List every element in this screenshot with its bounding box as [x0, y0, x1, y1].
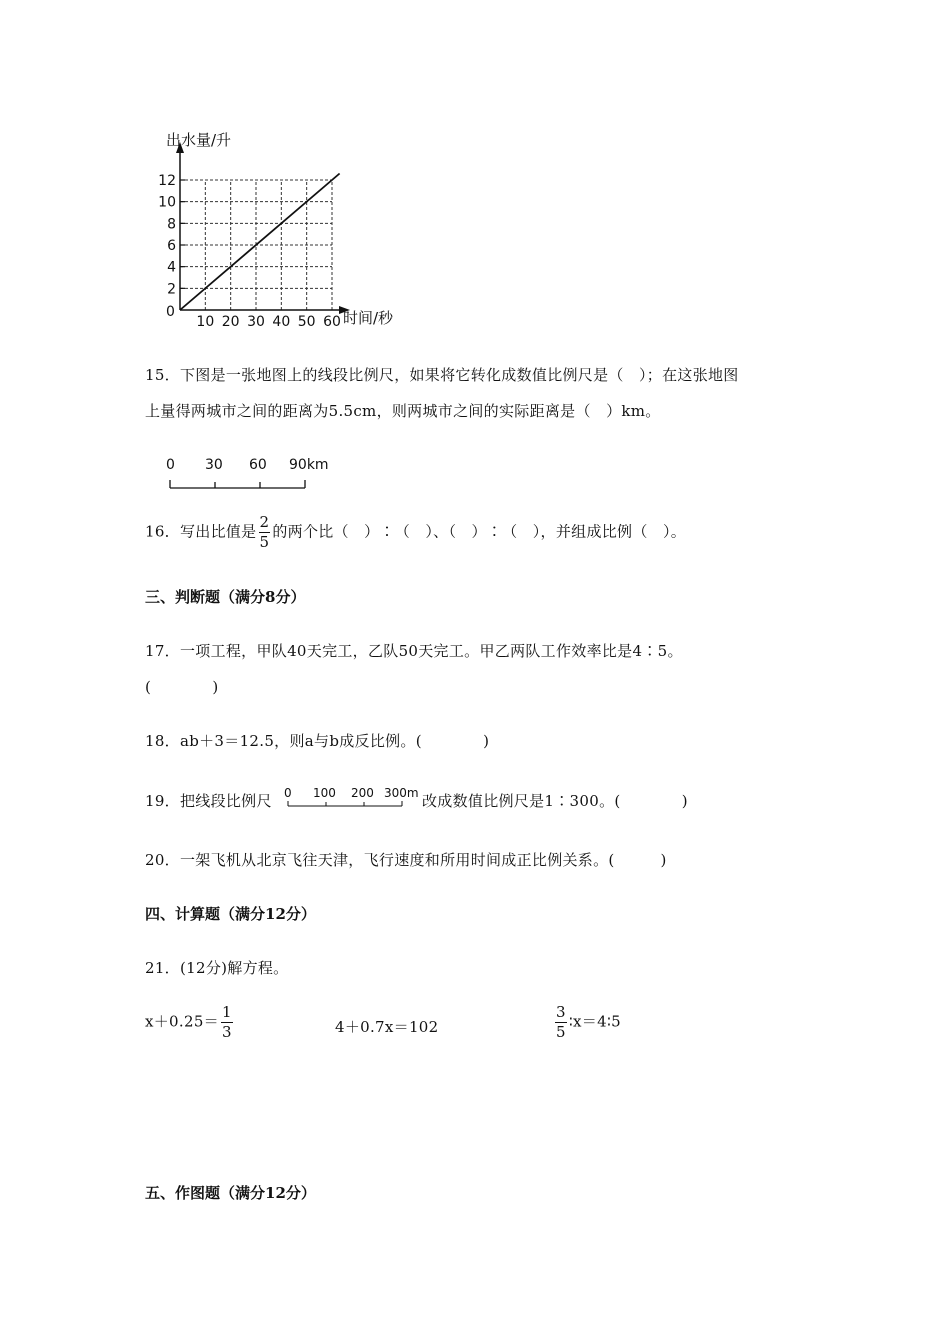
- equation-3-suffix: ∶x＝4∶5: [568, 1012, 621, 1031]
- fraction-one-third: $\frac{1}{3}$: [221, 1003, 232, 1041]
- scale-label-0: 0: [166, 457, 175, 473]
- y-tick-label: 12: [158, 173, 176, 189]
- x-tick-label: 30: [247, 314, 265, 330]
- question-17-line-1: 17．一项工程，甲队40天完工，乙队50天完工。甲乙两队工作效率比是4∶5。: [145, 642, 683, 660]
- water-output-line-chart: [160, 120, 420, 340]
- equation-1-prefix: x＋0.25＝: [145, 1012, 219, 1031]
- x-tick-label: 40: [272, 314, 291, 330]
- section-3-title: 三、判断题（满分8分）: [145, 588, 306, 606]
- equation-3: [553, 1005, 621, 1040]
- inline-scale-label-0: 0: [284, 786, 292, 800]
- inline-scale-label-100: 100: [313, 786, 336, 800]
- section-4-title: 四、计算题（满分12分）: [145, 905, 316, 923]
- chart-origin-label: 0: [166, 304, 175, 320]
- x-tick-label: 10: [196, 314, 215, 330]
- chart-x-label: 时间/秒: [343, 309, 394, 327]
- question-16-prefix: 16．写出比值是: [145, 522, 257, 541]
- x-tick-label: 20: [221, 314, 240, 330]
- x-tick-label: 50: [297, 314, 316, 330]
- question-19-suffix: 改成数值比例尺是1∶300。( ): [422, 792, 688, 810]
- fraction-numerator: 2: [259, 513, 270, 531]
- y-tick-label: 8: [167, 216, 176, 233]
- question-16: [145, 515, 686, 550]
- question-21-title: 21．(12分)解方程。: [145, 959, 289, 977]
- inline-scale-label-300m: 300m: [384, 786, 419, 800]
- y-tick-label: 2: [167, 281, 176, 298]
- chart-y-label: 出水量/升: [166, 131, 232, 149]
- scale-label-30: 30: [205, 457, 223, 473]
- question-15-line-2: 上量得两城市之间的距离为5.5cm，则两城市之间的实际距离是（ ）km。: [145, 402, 661, 420]
- question-20: 20．一架飞机从北京飞往天津，飞行速度和所用时间成正比例关系。( ): [145, 851, 667, 869]
- fraction-two-fifths: [259, 515, 271, 550]
- y-tick-label: 4: [167, 259, 176, 276]
- section-5-title: 五、作图题（满分12分）: [145, 1184, 316, 1202]
- x-tick-label: 60: [323, 314, 341, 330]
- question-17-line-2: ( ): [145, 678, 219, 696]
- question-19-prefix: 19．把线段比例尺: [145, 792, 272, 810]
- y-tick-label: 6: [167, 238, 176, 254]
- equation-1: [145, 1005, 235, 1040]
- question-16-suffix: 的两个比（ ）∶（ ）、（ ）∶（ ），并组成比例（ ）。: [272, 522, 687, 541]
- equation-2: 4＋0.7x＝102: [335, 1018, 439, 1036]
- y-tick-label: 10: [158, 194, 176, 211]
- fraction-three-fifths: $\frac{3}{5}$: [556, 1003, 566, 1041]
- question-15-line-1: 15．下图是一张地图上的线段比例尺，如果将它转化成数值比例尺是（ ）；在这张地图: [145, 366, 739, 384]
- fraction-denominator: 5: [259, 533, 270, 551]
- scale-label-90km: 90km: [289, 457, 329, 473]
- map-line-scale: [160, 452, 340, 494]
- scale-label-60: 60: [249, 457, 267, 473]
- question-18: 18．ab＋3＝12.5，则a与b成反比例。( ): [145, 732, 490, 750]
- series-line: [180, 174, 340, 311]
- inline-scale-label-200: 200: [351, 786, 374, 800]
- inline-line-scale: [280, 782, 420, 812]
